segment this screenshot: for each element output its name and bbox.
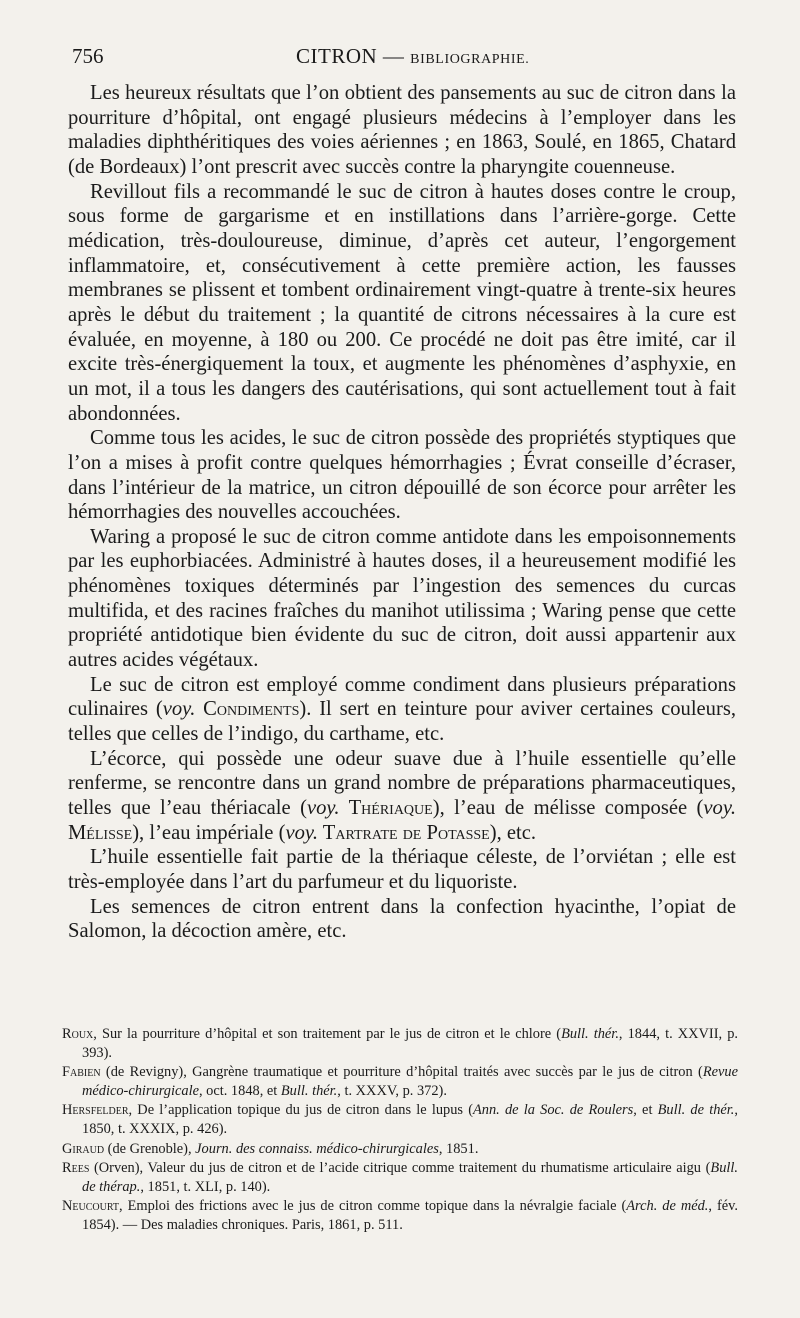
paragraph-6-text-c: ), l’eau impériale ( [132,821,286,844]
bibliography-text: (de Grenoble), [104,1140,196,1157]
bibliography-text: , De l’application topique du jus de citron dans le lupus ( [128,1102,473,1119]
running-header [72,44,732,72]
bibliography-journal: Bull. de thér. [657,1102,735,1119]
paragraph-6-voy-3: voy. [285,821,319,844]
running-title [296,44,529,69]
bibliography-entry [62,1140,738,1159]
paragraph-5-text-a: Le suc de citron est employé comme condiment dans plusieurs préparations culinaires ( [68,673,736,721]
bibliography-journal: Arch. de méd. [626,1198,709,1215]
paragraph-6-text-b: ), l’eau de mélisse composée ( [432,797,704,820]
paragraph-7: L’huile essentielle fait partie de la thériaque céleste, de l’orviétan ; elle est très-employée dans l’art du parfumeur et du liquoriste. [68,846,736,893]
paragraph-5-voy: voy. [162,698,196,721]
bibliography-journal: Revue médico-chirurgicale [82,1064,738,1099]
cross-reference-tartrate: Tartrate de Potasse [318,821,490,844]
header-title: CITRON [296,44,378,68]
bibliography-author: Rees [62,1160,90,1177]
bibliography-text: , t. XXXV, p. 372). [337,1082,447,1099]
bibliography-entry [62,1197,738,1234]
bibliography-list [62,1025,738,1236]
paragraph-6-voy-1: voy. [306,797,340,820]
bibliography-text: , 1844, t. XXVII, p. 393). [82,1026,738,1061]
paragraph-3: Comme tous les acides, le suc de citron possède des propriétés styptiques que l’on a mises à profit contre quelques hémorrhagies ; Évrat conseille d’écraser, dans l’intérieur de la matrice, un citron dépouillé de son écorce pour arrêter les hémorrhagies des nouvelles accouchées. [68,427,736,524]
bibliography-author: Roux [62,1026,94,1042]
cross-reference-melisse: Mélisse [68,821,133,844]
page-number: 756 [72,44,104,68]
bibliography-text: , et [633,1102,658,1119]
bibliography-journal: Ann. de la Soc. de Roulers [473,1102,634,1119]
bibliography-text: , oct. 1848, et [198,1082,281,1099]
main-text [68,81,736,944]
bibliography-journal: Bull. thér. [561,1026,619,1042]
bibliography-journal: Bull. de thérap. [82,1160,738,1195]
bibliography-text: , fév. 1854). — Des maladies chroniques. Paris, 1861, p. 511. [82,1198,738,1233]
paragraph-4: Waring a proposé le suc de citron comme antidote dans les empoisonnements par les euphorbiacées. Administré à hautes doses, il a heureusement modifié les phénomènes toxiques déterminés par l’ingestion des semences du curcas multifida, et des racines fraîches du manihot utilissima ; Waring pense que cette propriété antidotique bien évidente du suc de citron, doit aussi appartenir aux autres acides végétaux. [68,525,736,672]
cross-reference-condiments: Condiments [195,698,300,721]
bibliography-text: , 1850, t. XXXIX, p. 426). [82,1102,738,1137]
bibliography-journal: Bull. thér. [280,1082,338,1099]
paragraph-8: Les semences de citron entrent dans la confection hyacinthe, l’opiat de Salomon, la décoction amère, etc. [68,895,736,943]
bibliography-author: Fabien [62,1064,101,1081]
paragraph-6-text-d: ), etc. [489,821,537,844]
bibliography-entry [62,1063,738,1100]
paragraph-5 [68,673,736,747]
bibliography-entry [62,1025,738,1062]
paragraph-1: Les heureux résultats que l’on obtient des pansements au suc de citron dans la pourriture d’hôpital, ont engagé plusieurs médecins à l’employer dans les maladies diphthéritiques des voies aériennes ; en 1863, Soulé, en 1865, Chatard (de Bordeaux) l’ont prescrit avec succès contre la pharyngite couenneuse. [68,82,736,178]
bibliography-text: , 1851. [438,1140,479,1157]
bibliography-text: , 1851, t. XLI, p. 140). [140,1178,271,1195]
bibliography-author: Giraud [62,1140,105,1157]
bibliography-author: Hersfelder [62,1102,129,1119]
paragraph-5-text-b: ). Il sert en teinture pour aviver certaines couleurs, telles que celles de l’indigo, du carthame, etc. [68,698,736,746]
bibliography-entry [62,1101,738,1138]
bibliography-text: (de Revigny), Gangrène traumatique et pourriture d’hôpital traités avec succès par le jus de citron ( [100,1064,703,1081]
paragraph-6-text-a: L’écorce, qui possède une odeur suave due à l’huile essentielle qu’elle renferme, se rencontre dans un grand nombre de préparations pharmaceutiques, telles que l’eau thériacale ( [68,747,736,820]
bibliography-text: , Emploi des frictions avec le jus de citron comme topique dans la névralgie faciale ( [119,1198,627,1215]
header-separator: — [377,44,411,68]
paragraph-6-voy-2: voy. [703,797,737,820]
bibliography-text: , Sur la pourriture d’hôpital et son traitement par le jus de citron et le chlore ( [93,1026,562,1042]
bibliography-journal: Journ. des connaiss. médico-chirurgicales [195,1140,439,1157]
paragraph-2: Revillout fils a recommandé le suc de citron à hautes doses contre le croup, sous forme de gargarisme et en instillations dans l’arrière-gorge. Cette médication, très-douloureuse, diminue, d’après cet auteur, l’engorgement inflammatoire, et, consécutivement à cette première action, les fausses membranes se plissent et tombent ordinairement vingt-quatre à trente-six heures après le début du traitement ; la quantité de citrons nécessaires à la cure est évaluée, en moyenne, à 180 ou 200. Ce procédé ne doit pas être imité, car il excite très-énergiquement la toux, et augmente les phénomènes d’asphyxie, en un mot, il a tous les dangers des cautérisations, qui sont actuellement tout à fait abondonnées. [68,180,736,425]
header-section: BIBLIOGRAPHIE. [410,52,530,67]
bibliography-entry [62,1159,738,1196]
cross-reference-theriaque: Thériaque [339,797,433,820]
bibliography-author: Neucourt [62,1198,120,1215]
bibliography-text: (Orven), Valeur du jus de citron et de l’acide citrique comme traitement du rhumatisme articulaire aigu ( [89,1160,711,1177]
paragraph-6 [68,747,736,846]
